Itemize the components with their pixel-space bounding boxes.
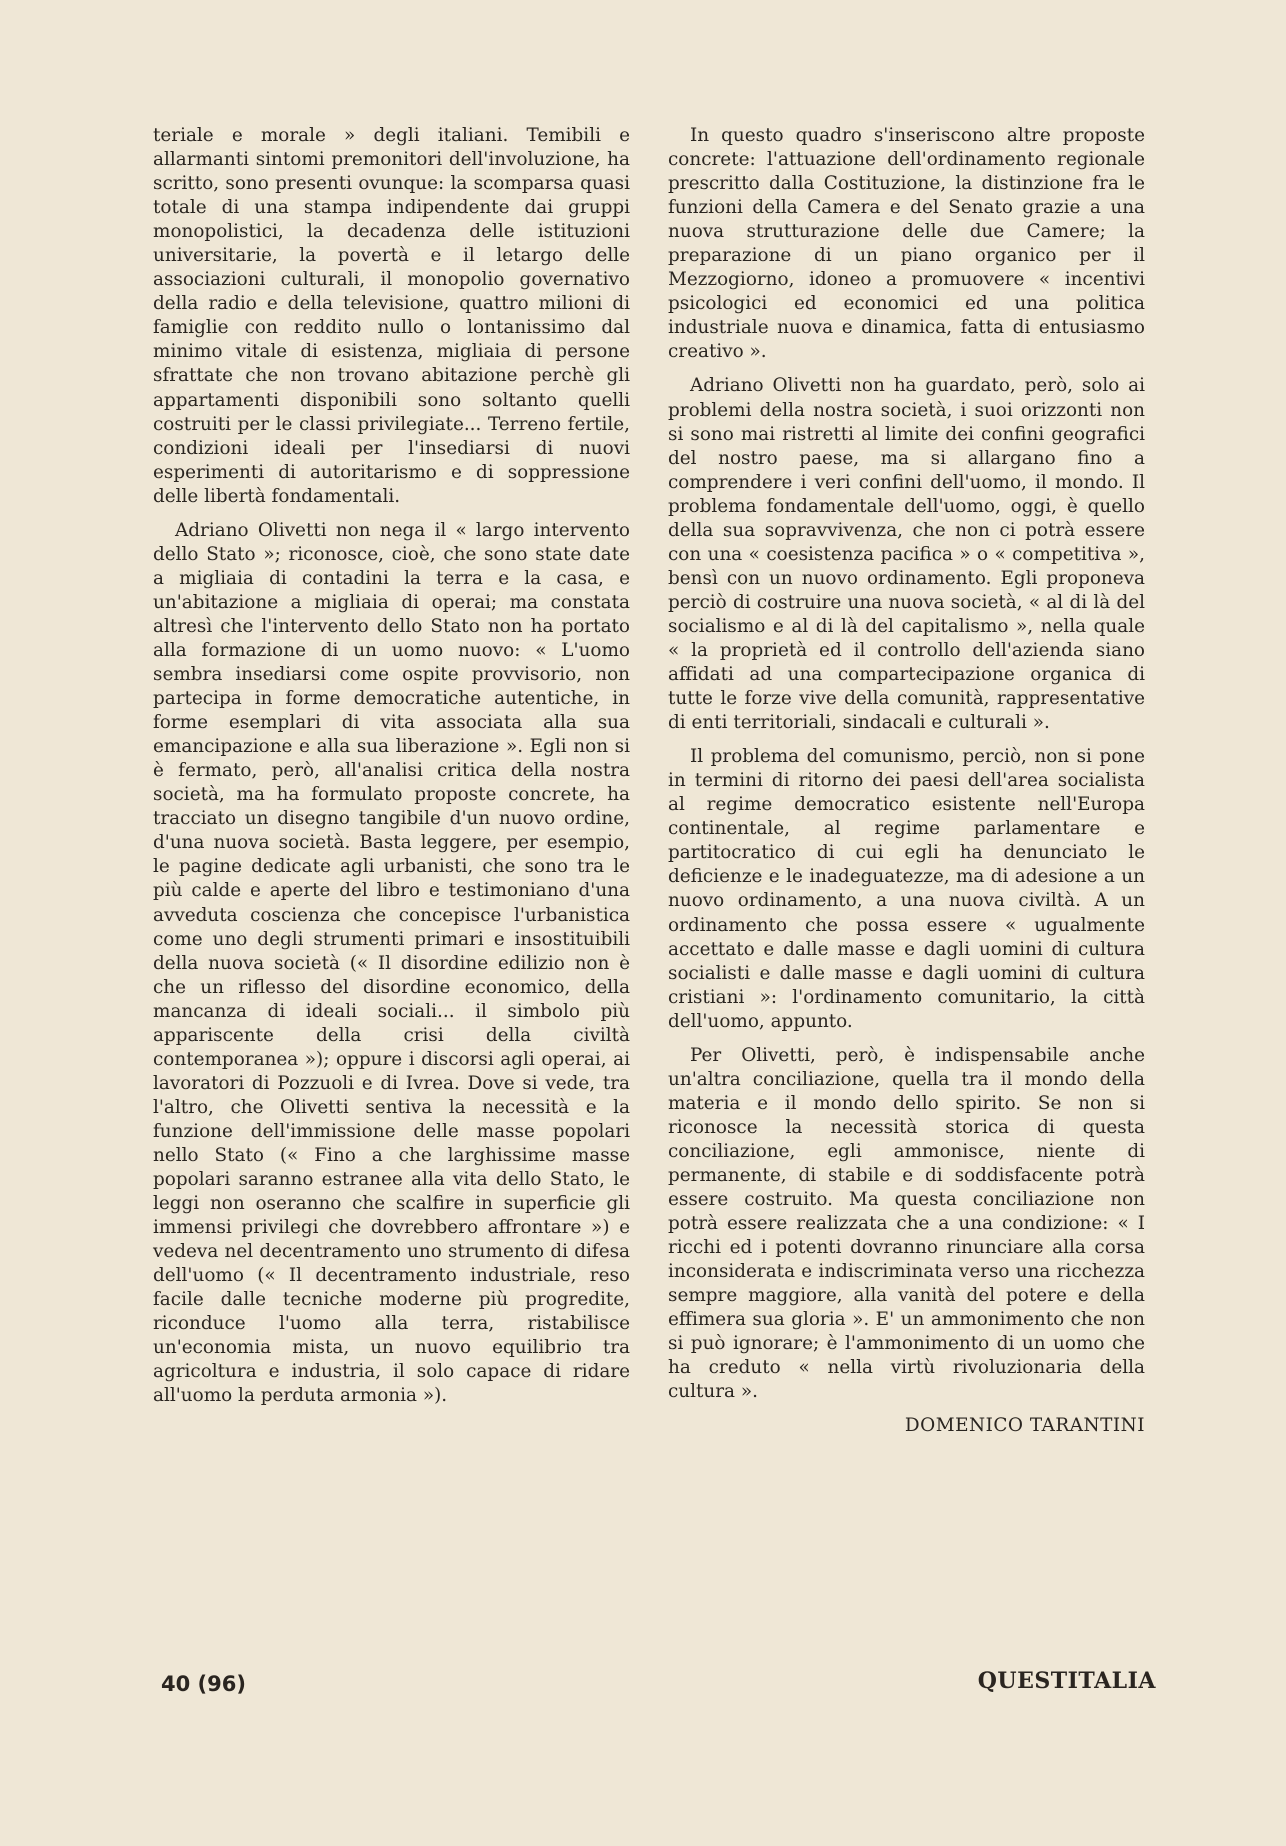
- left-column: [153, 124, 630, 1418]
- right-column: [668, 124, 1145, 1438]
- paragraph: teriale e morale » degli italiani. Temibili e allarmanti sintomi premonitori dell'involuzione, ha scritto, sono presenti ovunque: la scomparsa quasi totale di una stampa indipendente dai gruppi monopolistici, la decadenza delle istituzioni universitarie, la povertà e il letargo delle associazioni culturali, il monopolio governativo della radio e della televisione, quattro milioni di famiglie con reddito nullo o lontanissimo dal minimo vitale di esistenza, migliaia di persone sfrattate che non trovano abitazione perchè gli appartamenti disponibili sono soltanto quelli costruiti per le classi privilegiate... Terreno fertile, condizioni ideali per l'insediarsi di nuovi esperimenti di autoritarismo e di soppressione delle libertà fondamentali.: [153, 125, 630, 507]
- paragraph: Il problema del comunismo, perciò, non si pone in termini di ritorno dei paesi dell'area socialista al regime democratico esistente nell'Europa continentale, al regime parlamentare e partitocratico di cui egli ha denunciato le deficienze e le inadeguatezze, ma di adesione a un nuovo ordinamento, a una nuova civiltà. A un ordinamento che possa essere « ugualmente accettato e dalle masse e dagli uomini di cultura socialisti e dalle masse e dagli uomini di cultura cristiani »: l'ordinamento comunitario, la città dell'uomo, appunto.: [668, 746, 1145, 1032]
- paragraph: Adriano Olivetti non ha guardato, però, solo ai problemi della nostra società, i suoi orizzonti non si sono mai ristretti al limite dei confini geografici del nostro paese, ma si allargano fino a comprendere i veri confini dell'uomo, il mondo. Il problema fondamentale dell'uomo, oggi, è quello della sua sopravvivenza, che non ci potrà essere con una « coesistenza pacifica » o « competitiva », bensì con un nuovo ordinamento. Egli proponeva perciò di costruire una nuova società, « al di là del socialismo e al di là del capitalismo », nella quale « la proprietà ed il controllo dell'azienda siano affidati ad una compartecipazione organica di tutte le forze vive della comunità, rappresentative di enti territoriali, sindacali e culturali ».: [668, 375, 1145, 734]
- paragraph: Per Olivetti, però, è indispensabile anche un'altra conciliazione, quella tra il mondo della materia e il mondo dello spirito. Se non si riconosce la necessità storica di questa conciliazione, egli ammonisce, niente di permanente, di stabile e di soddisfacente potrà essere costruito. Ma questa conciliazione non potrà essere realizzata che a una condizione: « I ricchi ed i potenti dovranno rinunciare alla corsa inconsiderata e indiscriminata verso una ricchezza sempre maggiore, alla vanità del potere e della effimera sua gloria ». E' un ammonimento che non si può ignorare; è l'ammonimento di un uomo che ha creduto « nella virtù rivoluzionaria della cultura ».: [668, 1044, 1145, 1403]
- paragraph: Adriano Olivetti non nega il « largo intervento dello Stato »; riconosce, cioè, che sono state date a migliaia di contadini la terra e la casa, e un'abitazione a migliaia di operai; ma constata altresì che l'intervento dello Stato non ha portato alla formazione di un uomo nuovo: « L'uomo sembra insediarsi come ospite provvisorio, non partecipa in forme democratiche autentiche, in forme esemplari di vita associata alla sua emancipazione e alla sua liberazione ». Egli non si è fermato, però, all'analisi critica della nostra società, ma ha formulato proposte concrete, ha tracciato un disegno tangibile d'un nuovo ordine, d'una nuova società. Basta leggere, per esempio, le pagine dedicate agli urbanisti, che sono tra le più calde e aperte del libro e testimoniano d'una avveduta coscienza che concepisce l'urbanistica come uno degli strumenti primari e insostituibili della nuova società (« Il disordine edilizio non è che un riflesso del disordine economico, della mancanza di ideali sociali... il simbolo più appariscente della crisi della civiltà contemporanea »); oppure i discorsi agli operai, ai lavoratori di Pozzuoli e di Ivrea. Dove si vede, tra l'altro, che Olivetti sentiva la necessità e la funzione dell'immissione delle masse popolari nello Stato (« Fino a che larghissime masse popolari saranno estranee alla vita dello Stato, le leggi non oseranno che scalfire in superficie gli immensi privilegi che dovrebbero affrontare ») e vedeva nel decentramento uno strumento di difesa dell'uomo (« Il decentramento industriale, reso facile dalle tecniche moderne più progredite, riconduce l'uomo alla terra, ristabilisce un'economia mista, un nuovo equilibrio tra agricoltura e industria, il solo capace di ridare all'uomo la perduta armonia »).: [153, 519, 630, 1407]
- author-signature: DOMENICO TARANTINI: [904, 1415, 1145, 1437]
- magazine-name: QUESTITALIA: [977, 1668, 1156, 1694]
- paragraph: In questo quadro s'inseriscono altre proposte concrete: l'attuazione dell'ordinamento regionale prescritto dalla Costituzione, la distinzione fra le funzioni della Camera e del Senato grazie a una nuova strutturazione delle due Camere; la preparazione di un piano organico per il Mezzogiorno, idoneo a promuovere « incentivi psicologici ed economici ed una politica industriale nuova e dinamica, fatta di entusiasmo creativo ».: [668, 125, 1145, 363]
- page-number: 40 (96): [161, 1672, 246, 1696]
